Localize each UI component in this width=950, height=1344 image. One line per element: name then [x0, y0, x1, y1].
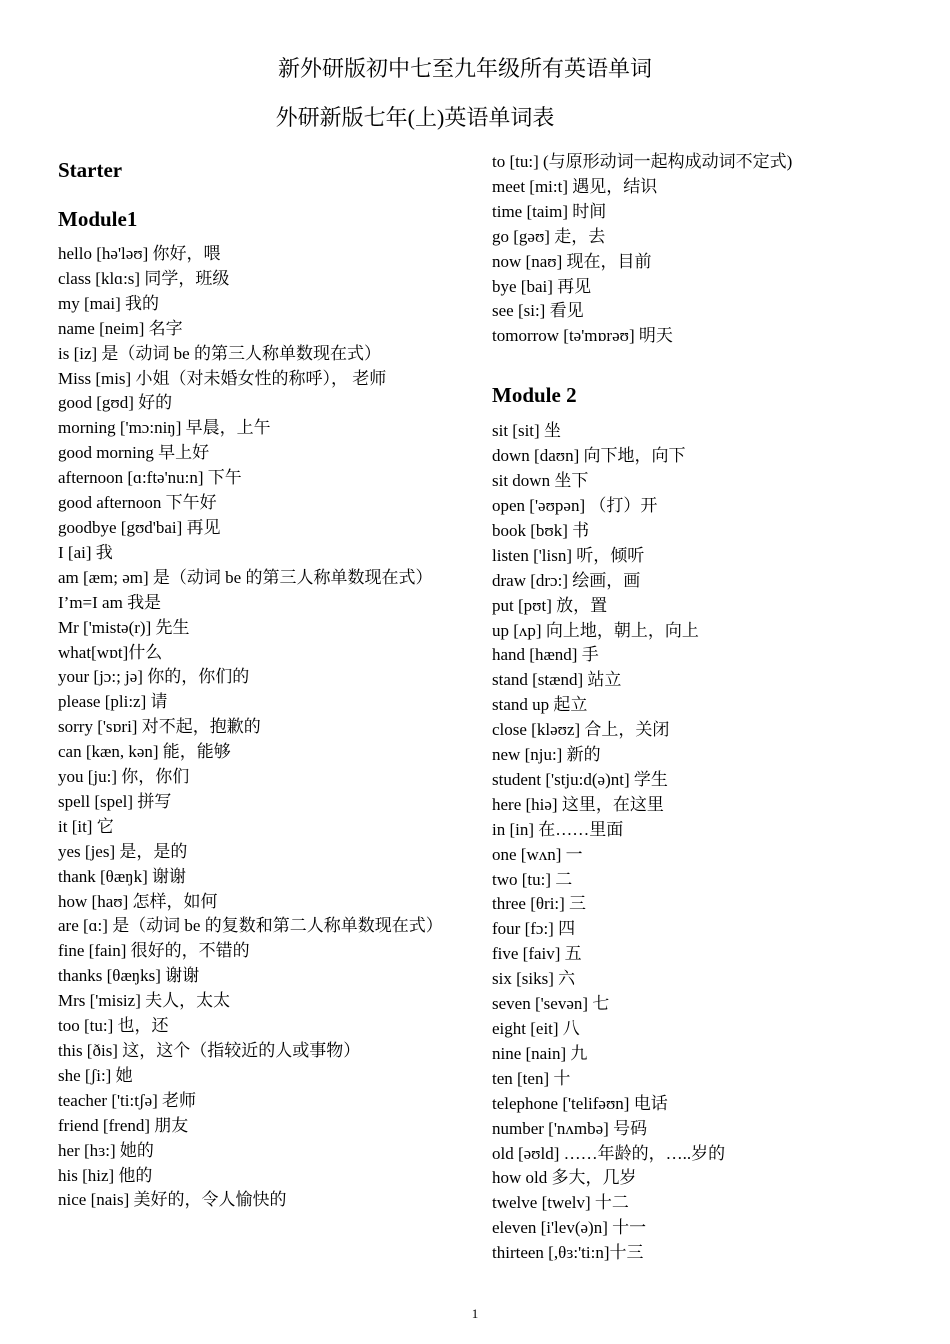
- vocab-entry: draw [drɔ:] 绘画，画: [492, 570, 641, 590]
- vocab-entry: how [haʊ] 怎样，如何: [58, 891, 218, 911]
- right-word-list-top: [492, 150, 912, 349]
- vocab-entry: seven ['sevən] 七: [492, 994, 610, 1014]
- vocab-entry: see [si:] 看见: [492, 301, 584, 321]
- vocab-entry: please [pli:z] 请: [58, 692, 168, 712]
- vocab-entry: now [naʊ] 现在，目前: [492, 251, 652, 271]
- heading-starter: Starter: [58, 158, 123, 182]
- vocab-entry: Mrs ['misiz] 夫人，太太: [58, 991, 231, 1011]
- vocab-entry: down [daʊn] 向下地，向下: [492, 446, 686, 466]
- vocab-entry: one [wʌn] 一: [492, 844, 583, 864]
- vocab-entry: good afternoon 下午好: [58, 493, 217, 513]
- vocab-entry: eight [eit] 八: [492, 1019, 580, 1038]
- page-title: 新外研版初中七至九年级所有英语单词: [277, 56, 652, 81]
- vocab-entry: hand [hænd] 手: [492, 645, 599, 665]
- vocab-entry: good morning 早上好: [58, 443, 210, 463]
- vocab-entry: nine [nain] 九: [492, 1043, 588, 1063]
- vocab-entry: put [pʊt] 放，置: [492, 595, 608, 615]
- vocab-entry: spell [spel] 拼写: [58, 791, 172, 811]
- vocab-entry: thirteen [,θɜ:'ti:n]十三: [492, 1243, 644, 1263]
- vocab-entry: five [faiv] 五: [492, 944, 582, 964]
- vocab-entry: sorry ['sɒri] 对不起，抱歉的: [58, 717, 261, 737]
- vocab-entry: I’m=I am 我是: [58, 592, 162, 612]
- vocab-entry: open ['əʊpən] （打）开: [492, 495, 658, 515]
- vocab-entry: you [ju:] 你，你们: [58, 767, 190, 787]
- vocab-entry: are [ɑ:] 是（动词 be 的复数和第二人称单数现在式）: [58, 916, 443, 936]
- vocab-entry: goodbye [gʊd'bai] 再见: [58, 517, 221, 537]
- page-subtitle: 外研新版七年(上)英语单词表: [275, 105, 555, 130]
- vocab-entry: I [ai] 我: [58, 542, 113, 562]
- vocab-entry: friend [frend] 朋友: [58, 1115, 189, 1135]
- vocab-entry: hello [hə'ləʊ] 你好，喂: [58, 244, 221, 263]
- vocab-entry: four [fɔ:] 四: [492, 919, 576, 939]
- right-column: [492, 150, 912, 1266]
- vocab-entry: to [tu:] (与原形动词一起构成动词不定式): [492, 152, 793, 171]
- vocab-entry: six [siks] 六: [492, 969, 576, 989]
- vocab-entry: two [tu:] 二: [492, 869, 573, 889]
- vocab-entry: Miss [mis] 小姐（对未婚女性的称呼）， 老师: [58, 368, 387, 388]
- vocab-entry: ten [ten] 十: [492, 1068, 571, 1088]
- vocab-entry: too [tu:] 也，还: [58, 1016, 169, 1036]
- vocab-entry: sit down 坐下: [492, 471, 589, 491]
- vocab-entry: fine [fain] 很好的，不错的: [58, 941, 250, 961]
- vocab-entry: stand up 起立: [492, 695, 588, 715]
- heading-module2: Module 2: [492, 383, 577, 408]
- vocab-entry: thanks [θæŋks] 谢谢: [58, 966, 200, 986]
- right-word-list: [492, 419, 912, 1266]
- vocab-entry: in [in] 在……里面: [492, 819, 624, 839]
- vocab-entry: old [əʊld] ……年龄的，…..岁的: [492, 1143, 726, 1163]
- vocab-entry: what[wɒt]什么: [58, 642, 163, 662]
- vocab-entry: she [ʃi:] 她: [58, 1065, 133, 1085]
- vocab-entry: meet [mi:t] 遇见，结识: [492, 176, 658, 196]
- vocab-entry: am [æm; əm] 是（动词 be 的第三人称单数现在式）: [58, 567, 433, 587]
- vocab-entry: twelve [twelv] 十二: [492, 1193, 629, 1213]
- vocab-entry: this [ðis] 这，这个（指较近的人或事物）: [58, 1041, 361, 1060]
- vocab-entry: good [gʊd] 好的: [58, 393, 173, 413]
- vocab-entry: it [it] 它: [58, 816, 114, 836]
- vocab-entry: class [klɑ:s] 同学，班级: [58, 268, 230, 288]
- vocab-entry: his [hiz] 他的: [58, 1165, 153, 1185]
- vocab-entry: close [kləʊz] 合上，关闭: [492, 720, 670, 740]
- vocab-entry: here [hiə] 这里，在这里: [492, 794, 664, 814]
- vocab-entry: time [taim] 时间: [492, 201, 607, 221]
- vocab-entry: nice [nais] 美好的，令人愉快的: [58, 1190, 287, 1210]
- vocab-entry: yes [jes] 是，是的: [58, 841, 188, 861]
- vocab-entry: tomorrow [tə'mɒrəʊ] 明天: [492, 326, 673, 346]
- heading-module1: Module1: [58, 207, 138, 231]
- vocab-entry: Mr ['mistə(r)] 先生: [58, 617, 190, 637]
- vocab-entry: morning ['mɔ:niŋ] 早晨，上午: [58, 418, 271, 438]
- vocab-entry: bye [bai] 再见: [492, 276, 592, 296]
- vocab-entry: my [mai] 我的: [58, 293, 160, 313]
- vocab-entry: student ['stju:d(ə)nt] 学生: [492, 769, 668, 789]
- vocab-entry: book [bʊk] 书: [492, 520, 590, 540]
- vocab-entry: up [ʌp] 向上地，朝上，向上: [492, 620, 699, 640]
- vocab-entry: telephone ['telifəʊn] 电话: [492, 1093, 668, 1113]
- vocab-entry: thank [θæŋk] 谢谢: [58, 866, 186, 886]
- vocab-entry: name [neim] 名字: [58, 318, 183, 338]
- vocab-entry: teacher ['ti:tʃə] 老师: [58, 1090, 197, 1110]
- vocab-entry: afternoon [ɑ:ftə'nu:n] 下午: [58, 468, 242, 488]
- left-word-list: [58, 242, 478, 1213]
- page-number: 1: [471, 1306, 479, 1321]
- vocab-entry: three [θri:] 三: [492, 894, 587, 914]
- vocab-entry: number ['nʌmbə] 号码: [492, 1118, 648, 1138]
- vocab-entry: how old 多大，几岁: [492, 1168, 637, 1188]
- vocab-entry: sit [sit] 坐: [492, 421, 561, 441]
- vocab-entry: new [nju:] 新的: [492, 745, 601, 765]
- left-column: [58, 150, 478, 1213]
- vocab-entry: her [hɜ:] 她的: [58, 1140, 154, 1160]
- vocab-entry: stand [stænd] 站立: [492, 670, 622, 690]
- vocab-entry: eleven [i'lev(ə)n] 十一: [492, 1218, 647, 1238]
- vocab-entry: can [kæn, kən] 能，能够: [58, 742, 231, 762]
- vocab-entry: your [jɔ:; jə] 你的，你们的: [58, 667, 250, 687]
- vocab-entry: listen ['lisn] 听，倾听: [492, 545, 645, 565]
- vocab-entry: go [gəʊ] 走，去: [492, 226, 606, 246]
- vocab-entry: is [iz] 是（动词 be 的第三人称单数现在式）: [58, 343, 381, 363]
